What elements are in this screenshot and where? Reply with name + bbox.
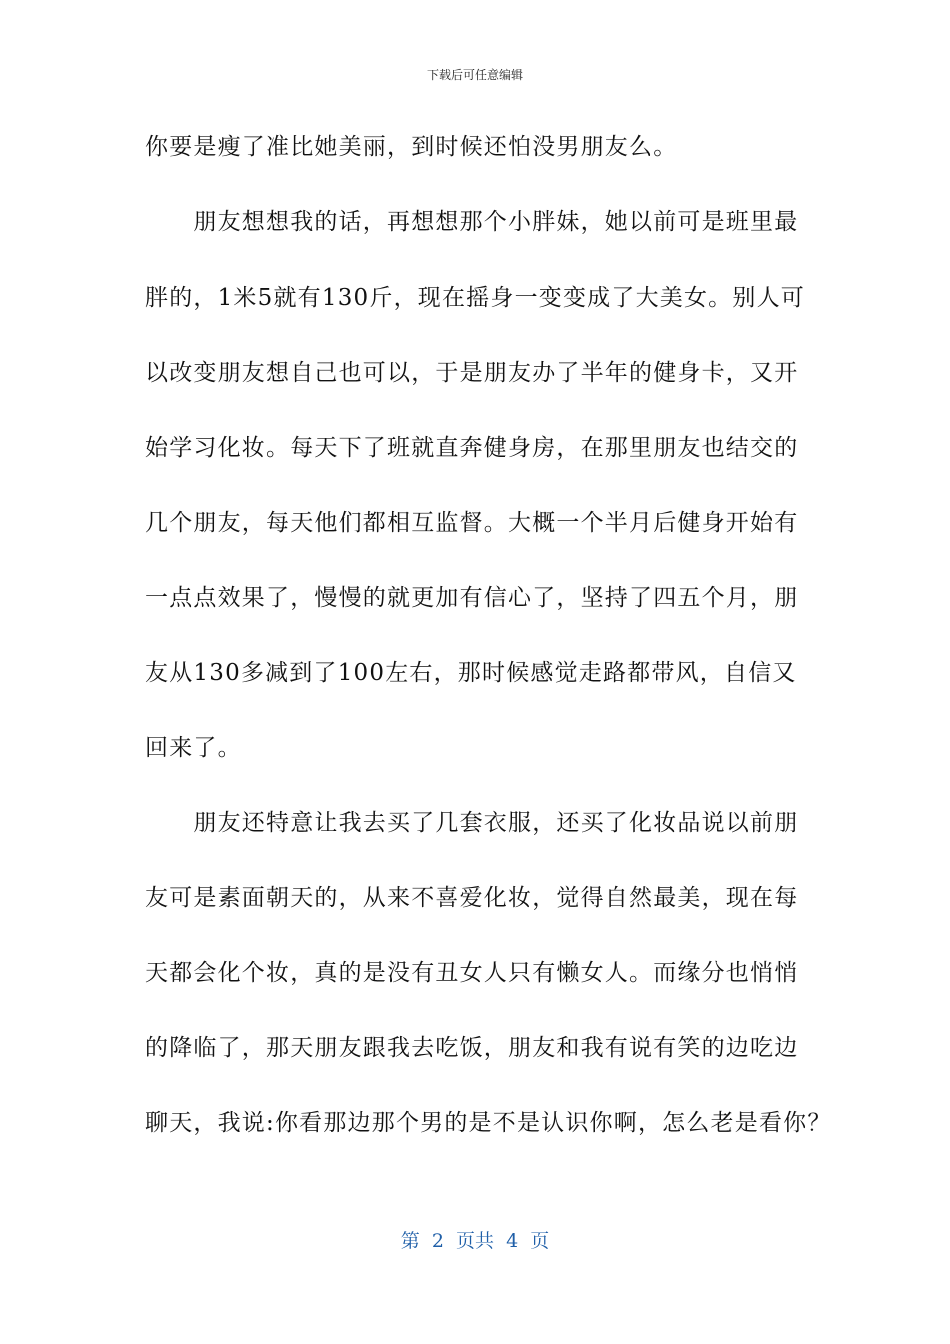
text-line: 的降临了，那天朋友跟我去吃饭，朋友和我有说有笑的边吃边 (145, 1035, 799, 1061)
text-line: 友可是素面朝天的，从来不喜爱化妆，觉得自然最美，现在每 (145, 885, 799, 911)
text-line: 回来了。 (145, 735, 242, 761)
text-line: 胖的，1米5就有130斤，现在摇身一变变成了大美女。别人可 (145, 285, 805, 311)
text-line: 以改变朋友想自己也可以，于是朋友办了半年的健身卡，又开 (145, 360, 799, 386)
page-number-footer: 第 2 页共 4 页 (400, 1230, 550, 1252)
text-line: 聊天，我说:你看那边那个男的是不是认识你啊，怎么老是看你？ (145, 1110, 832, 1136)
text-line: 朋友还特意让我去买了几套衣服，还买了化妆品说以前朋 (145, 810, 799, 836)
text-line: 朋友想想我的话，再想想那个小胖妹，她以前可是班里最 (145, 209, 799, 235)
text-line: 你要是瘦了准比她美丽，到时候还怕没男朋友么。 (145, 134, 678, 160)
page-header: 下载后可任意编辑 (426, 68, 523, 82)
text-line: 始学习化妆。每天下了班就直奔健身房，在那里朋友也结交的 (145, 435, 799, 461)
text-line: 天都会化个妆，真的是没有丑女人只有懒女人。而缘分也悄悄 (145, 960, 799, 986)
text-line: 一点点效果了，慢慢的就更加有信心了，坚持了四五个月，朋 (145, 585, 799, 611)
text-line: 几个朋友，每天他们都相互监督。大概一个半月后健身开始有 (145, 510, 799, 536)
text-line: 友从130多减到了100左右，那时候感觉走路都带风，自信又 (145, 660, 797, 686)
